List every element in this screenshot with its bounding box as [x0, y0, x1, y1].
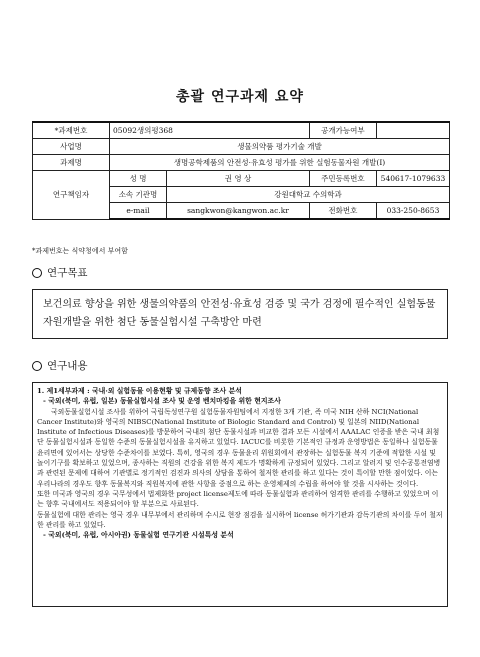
content-paragraph-1: 국외동물실험시설 조사를 위하여 국립독성연구원 실험동물자원팀에서 지정한 3개 기관, 즉 미국 NIH 산하 NCI(National Cancer Institute)와 영국의 NIBSC(National Institute of Biologic Standard and Control) 및 일본의 NIID(National Institute of Infectious Diseases)를 방문하여 국내의 첨단 동물시설과 비교한 결과 모든 시설에서 AAALAC 인증을 받은 국내 최첨단 동물실험시설과 동일한 수준의 동물실험시설을 유지하고 있었다. IACUC를 비롯한 기본적인 규정과 운영방법은 동일하나 실험동물 윤리면에 있어서는 상당한 수준차이를 보였다. 특히, 영국의 경우 동물윤리 위원회에서 관장하는 실험동물 복지 기준에 적합한 시설 및 놀이기구를 확보하고 있었으며, 종사하는 직원의 건강을 위한 복지 제도가 명확하게 규정되어 있었다. 그리고 알러지 및 인수공통전염병과 관련된 문제에 대하여 기관별로 정기적인 검진과 의사의 상담을 통하여 철저한 관리를 하고 있다는 것이 특이할 만한 점이었다. 이는 우리나라의 경우도 향후 동물복지와 직원복지에 관한 사항을 중점으로 하는 운영체제의 수립을 하여야 할 것을 시사하는 것이다. — [37, 407, 441, 488]
circle-bullet-icon — [32, 361, 42, 371]
name-value: 권 영 상 — [167, 171, 310, 187]
researcher-label: 연구책임자 — [33, 171, 110, 220]
content-section-heading — [32, 358, 88, 373]
goal-text: 보건의료 향상을 위한 생물의약품의 안전성·유효성 검증 및 국가 검정에 필수적인 실험동물 자원개발을 위한 첨단 동물실험시설 구축방안 마련 — [43, 299, 436, 328]
content-paragraph-3: 동물실험에 대한 관리는 영국 경우 내무부에서 관리하며 수시로 현장 점검을 실시하여 license 허가기관과 감독기관의 차이를 두어 철저한 관리를 하고 있었다. — [37, 510, 443, 529]
goal-section-heading — [32, 265, 88, 280]
organization-label: 소속 기관명 — [110, 187, 167, 203]
organization-value: 강원대학교 수의학과 — [167, 187, 450, 203]
project-value: 생물의약품 평가기술 개발 — [110, 139, 450, 155]
email-value: sangkwon@kangwon.ac.kr — [167, 203, 310, 220]
email-label: e-mail — [110, 203, 167, 220]
subtask-subheading: - 국외(북미, 유럽, 일본) 동물실험시설 조사 및 운영 벤치마킹을 위한 현지조사 — [43, 397, 281, 406]
subtask-heading: 1. 제1세부과제 : 국내·외 실험동물 이용현황 및 규제동향 조사 분석 — [37, 387, 242, 395]
footnote: *과제번호는 식약청에서 부여함 — [32, 247, 128, 255]
project-info-table — [32, 121, 450, 220]
resident-id-value: 540617-1079633 — [376, 171, 449, 187]
disclosure-value — [376, 122, 449, 139]
name-label: 성 명 — [110, 171, 167, 187]
project-label: 사업명 — [33, 139, 110, 155]
goal-box — [32, 289, 448, 339]
content-heading-text: 연구내용 — [47, 360, 88, 372]
task-name-value: 생명공학제품의 안전성·유효성 평가를 위한 실험동물자원 개발(I) — [110, 155, 450, 171]
goal-heading-text: 연구목표 — [47, 267, 88, 279]
resident-id-label: 주민등록번호 — [309, 171, 376, 187]
disclosure-label: 공개가능여부 — [309, 122, 376, 139]
task-number-value: 05092생의평368 — [110, 122, 310, 139]
circle-bullet-icon — [32, 268, 42, 278]
task-number-label: *과제번호 — [33, 122, 110, 139]
content-paragraph-2: 또한 미국과 영국의 경우 국무성에서 법제화한 project license제도에 따라 동물실험과 관리하여 엄격한 관리를 수행하고 있었으며 이는 향후 국내에서도 적용되어야 할 부분으로 사료된다. — [37, 489, 439, 509]
phone-value: 033-250-8653 — [376, 203, 449, 220]
page-title: 총괄 연구과제 요약 — [176, 89, 304, 105]
task-name-label: 과제명 — [33, 155, 110, 171]
subtask-subheading-2: - 국외(북미, 유럽, 아시아권) 동물실험 연구기관 시설특성 분석 — [43, 531, 234, 540]
content-box — [32, 382, 448, 607]
phone-label: 전화번호 — [309, 203, 376, 220]
